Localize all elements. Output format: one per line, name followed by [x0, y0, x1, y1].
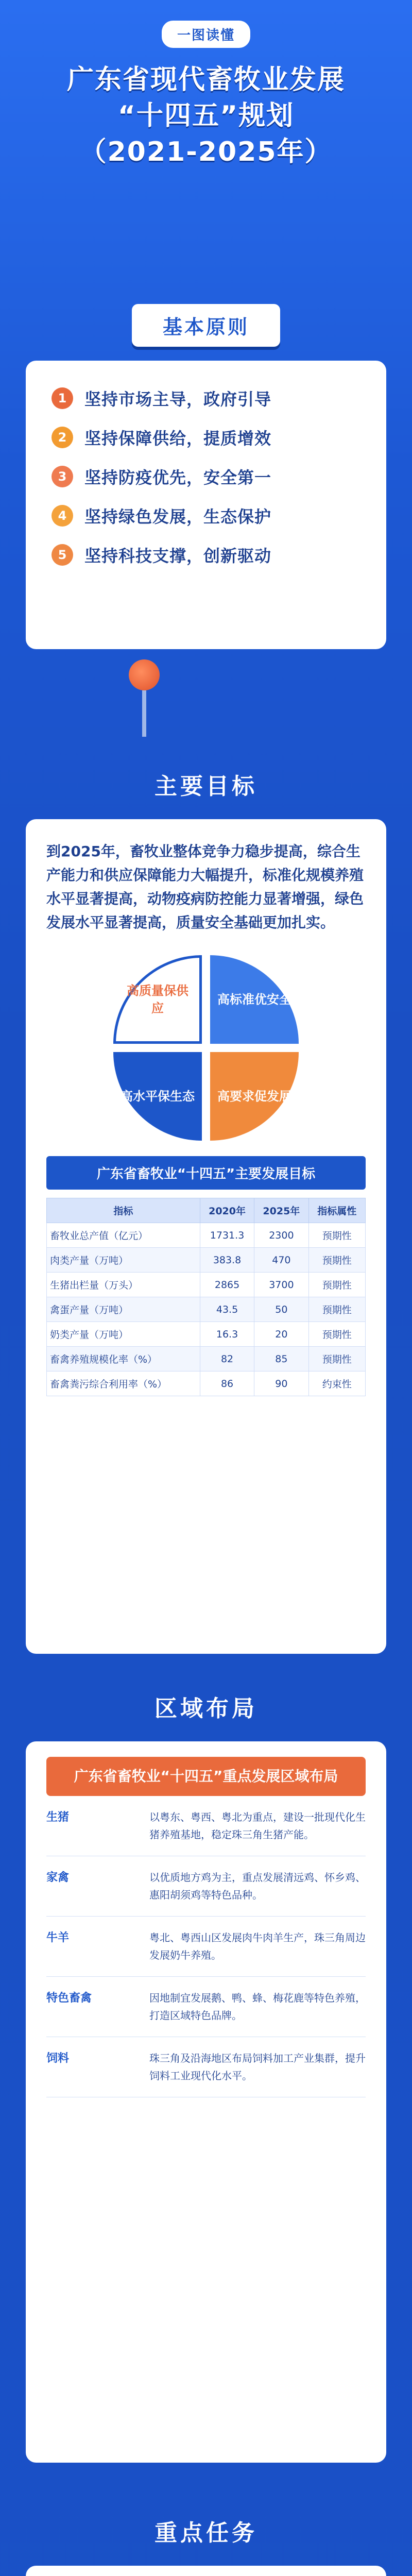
region-row — [46, 1917, 366, 1977]
principle-text: 坚持绿色发展，生态保护 — [84, 507, 272, 527]
table-cell: 预期性 — [308, 1223, 365, 1248]
principle-number: 4 — [52, 505, 73, 527]
table-row — [47, 1347, 366, 1371]
region-body: 因地制宜发展鹅、鸭、蜂、梅花鹿等特色养殖，打造区域特色品牌。 — [149, 1992, 366, 2022]
table-cell: 奶类产量（万吨） — [47, 1322, 200, 1347]
goals-title: 主要目标 — [154, 773, 258, 800]
goals-intro: 到2025年，畜牧业整体竞争力稳步提高，综合生产能力和供应保障能力大幅提升，标准化规模养殖水平显著提高，动物疫病防控能力显著增强，绿色发展水平显著提高，质量安全基础更加扎实。 — [46, 843, 364, 931]
table-cell: 86 — [200, 1371, 254, 1396]
table-cell: 20 — [254, 1322, 308, 1347]
pin-stem — [142, 690, 146, 737]
table-header: 2025年 — [254, 1198, 308, 1223]
principle-text: 坚持科技支撑，创新驱动 — [84, 546, 272, 566]
table-header: 2020年 — [200, 1198, 254, 1223]
table-cell: 预期性 — [308, 1297, 365, 1322]
table-cell: 90 — [254, 1371, 308, 1396]
table-cell: 畜牧业总产值（亿元） — [47, 1223, 200, 1248]
principle-text: 坚持防疫优先，安全第一 — [84, 468, 272, 487]
region-body: 珠三角及沿海地区布局饲料加工产业集群，提升饲料工业现代化水平。 — [149, 2052, 366, 2082]
table-cell: 生猪出栏量（万头） — [47, 1273, 200, 1297]
table-cell: 畜禽养殖规模化率（%） — [47, 1347, 200, 1371]
table-row — [47, 1248, 366, 1273]
table-row — [47, 1322, 366, 1347]
table-cell: 43.5 — [200, 1297, 254, 1322]
region-row — [46, 2037, 366, 2097]
region-body: 粤北、粤西山区发展肉牛肉羊生产，珠三角周边发展奶牛养殖。 — [149, 1931, 366, 1961]
region-body: 以优质地方鸡为主，重点发展清远鸡、怀乡鸡、惠阳胡须鸡等特色品种。 — [149, 1871, 366, 1901]
table-cell: 畜禽粪污综合利用率（%） — [47, 1371, 200, 1396]
principles-title: 基本原则 — [132, 304, 280, 347]
title-line-3: （2021-2025年） — [79, 137, 333, 167]
table-header: 指标属性 — [308, 1198, 365, 1223]
principle-text: 坚持市场主导，政府引导 — [84, 389, 272, 409]
pin-decoration — [26, 659, 386, 747]
region-category: 牛羊 — [46, 1931, 70, 1944]
region-body: 以粤东、粤西、粤北为重点，建设一批现代化生猪养殖基地，稳定珠三角生猪产能。 — [149, 1811, 366, 1841]
goals-card — [26, 819, 386, 1654]
table-cell: 预期性 — [308, 1248, 365, 1273]
principles-title-wrap — [132, 304, 280, 347]
header-tag: 一图读懂 — [162, 21, 250, 48]
table-cell: 383.8 — [200, 1248, 254, 1273]
table-header: 指标 — [47, 1198, 200, 1223]
region-category: 特色畜禽 — [46, 1992, 92, 2005]
table-cell: 2865 — [200, 1273, 254, 1297]
title-line-2: “十四五”规划 — [117, 100, 295, 131]
region-category: 生猪 — [46, 1811, 70, 1824]
goals-table-title: 广东省畜牧业“十四五”主要发展目标 — [46, 1156, 366, 1190]
quad-item: 高质量保供应 — [113, 955, 202, 1044]
region-row — [46, 1796, 366, 1856]
table-cell: 85 — [254, 1347, 308, 1371]
principle-number: 1 — [52, 387, 73, 409]
table-cell: 2300 — [254, 1223, 308, 1248]
table-cell: 470 — [254, 1248, 308, 1273]
table-cell: 50 — [254, 1297, 308, 1322]
region-row — [46, 1856, 366, 1917]
table-cell: 82 — [200, 1347, 254, 1371]
principle-number: 2 — [52, 427, 73, 448]
principle-number: 5 — [52, 544, 73, 566]
region-category: 饲料 — [46, 2052, 70, 2065]
table-cell: 16.3 — [200, 1322, 254, 1347]
goals-table — [46, 1198, 366, 1396]
table-cell: 3700 — [254, 1273, 308, 1297]
table-cell: 预期性 — [308, 1273, 365, 1297]
table-row — [47, 1223, 366, 1248]
goals-quadrant — [113, 955, 299, 1141]
principle-item — [52, 426, 360, 449]
table-row — [47, 1273, 366, 1297]
table-row — [47, 1371, 366, 1396]
table-cell: 1731.3 — [200, 1223, 254, 1248]
pin-icon — [129, 659, 160, 690]
region-card — [26, 1741, 386, 2463]
principle-number: 3 — [52, 466, 73, 487]
table-cell: 禽蛋产量（万吨） — [47, 1297, 200, 1322]
region-category: 家禽 — [46, 1871, 70, 1884]
table-cell: 肉类产量（万吨） — [47, 1248, 200, 1273]
quad-item: 高标准优安全 — [210, 955, 299, 1044]
task-card — [26, 2566, 386, 2576]
principles-card — [26, 361, 386, 649]
table-cell: 预期性 — [308, 1347, 365, 1371]
tasks-title: 重点任务 — [154, 2520, 258, 2546]
quad-item: 高要求促发展 — [210, 1052, 299, 1141]
principle-text: 坚持保障供给，提质增效 — [84, 429, 272, 448]
principle-item — [52, 504, 360, 528]
principle-item — [52, 386, 360, 410]
region-title: 区域布局 — [154, 1696, 258, 1722]
principle-item — [52, 465, 360, 488]
hero-title — [0, 62, 412, 170]
table-cell: 预期性 — [308, 1322, 365, 1347]
region-head: 广东省畜牧业“十四五”重点发展区域布局 — [46, 1757, 366, 1796]
table-row — [47, 1297, 366, 1322]
title-line-1: 广东省现代畜牧业发展 — [66, 64, 345, 95]
table-cell: 约束性 — [308, 1371, 365, 1396]
region-row — [46, 1977, 366, 2037]
quad-item: 高水平保生态 — [113, 1052, 202, 1141]
principle-item — [52, 543, 360, 567]
